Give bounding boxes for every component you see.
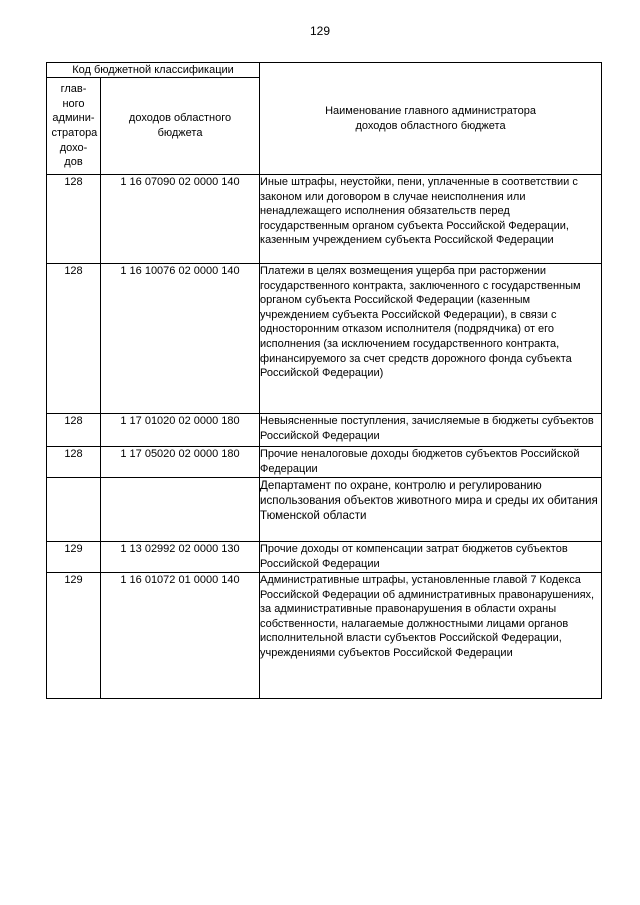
department-name-cell: Департамент по охране, контролю и регулированию использования объектов животного мира и среды их обитания Тюменской области [260, 478, 602, 542]
income-code-cell: 1 16 07090 02 0000 140 [101, 175, 260, 264]
admin-code-cell: 128 [47, 175, 101, 264]
header-group-row [47, 63, 602, 78]
header-budget-classification-code: Код бюджетной классификации [47, 63, 260, 78]
admin-code-cell [47, 478, 101, 542]
admin-code-cell: 129 [47, 542, 101, 573]
income-name-cell: Прочие доходы от компенсации затрат бюджетов субъектов Российской Федерации [260, 542, 602, 573]
table-row [47, 264, 602, 414]
header-chief-administrator [47, 78, 101, 175]
table-row [47, 573, 602, 699]
header-regional-budget-income [101, 78, 260, 175]
admin-code-cell: 128 [47, 447, 101, 478]
admin-code-cell: 129 [47, 573, 101, 699]
header-regional-budget-income-label: доходов областного бюджета [128, 112, 232, 139]
income-code-cell [101, 478, 260, 542]
income-name-cell: Платежи в целях возмещения ущерба при расторжении государственного контракта, заключенного с государственным органом субъекта Российской Федерации (казенным учреждением субъекта Российской Федерации), в связи с односторонним отказом исполнителя (подрядчика) от его исполнения (за исключением государственного контракта, финансируемого за счет средств дорожного фонда субъекта Российской Федерации) [260, 264, 602, 414]
header-administrator-name [260, 63, 602, 175]
admin-code-cell: 128 [47, 414, 101, 447]
income-name-cell: Иные штрафы, неустойки, пени, уплаченные в соответствии с законом или договором в случае неисполнения или ненадлежащего исполнения обязательств перед государственным органом субъекта Российской Федерации, казенным учреждением субъекта Российской Федерации [260, 175, 602, 264]
budget-classification-table [46, 62, 602, 699]
income-name-cell: Невыясненные поступления, зачисляемые в бюджеты субъектов Российской Федерации [260, 414, 602, 447]
admin-code-cell: 128 [47, 264, 101, 414]
income-code-cell: 1 16 10076 02 0000 140 [101, 264, 260, 414]
department-row [47, 478, 602, 542]
table-row [47, 447, 602, 478]
table-row [47, 175, 602, 264]
income-name-cell: Прочие неналоговые доходы бюджетов субъектов Российской Федерации [260, 447, 602, 478]
income-code-cell: 1 17 01020 02 0000 180 [101, 414, 260, 447]
page-number: 129 [309, 24, 331, 38]
income-code-cell: 1 17 05020 02 0000 180 [101, 447, 260, 478]
income-code-cell: 1 13 02992 02 0000 130 [101, 542, 260, 573]
income-code-cell: 1 16 01072 01 0000 140 [101, 573, 260, 699]
header-chief-administrator-label: глав- ного админи- стратора дохо- дов [51, 83, 98, 169]
table-row [47, 414, 602, 447]
income-name-cell: Административные штрафы, установленные главой 7 Кодекса Российской Федерации об административных правонарушениях, за административные правонарушения в области охраны собственности, налагаемые должностными лицами органов исполнительной власти субъектов Российской Федерации, учреждениями субъектов Российской Федерации [260, 573, 602, 699]
header-administrator-name-label: Наименование главного администратора доходов областного бюджета [325, 104, 536, 132]
table-row [47, 542, 602, 573]
